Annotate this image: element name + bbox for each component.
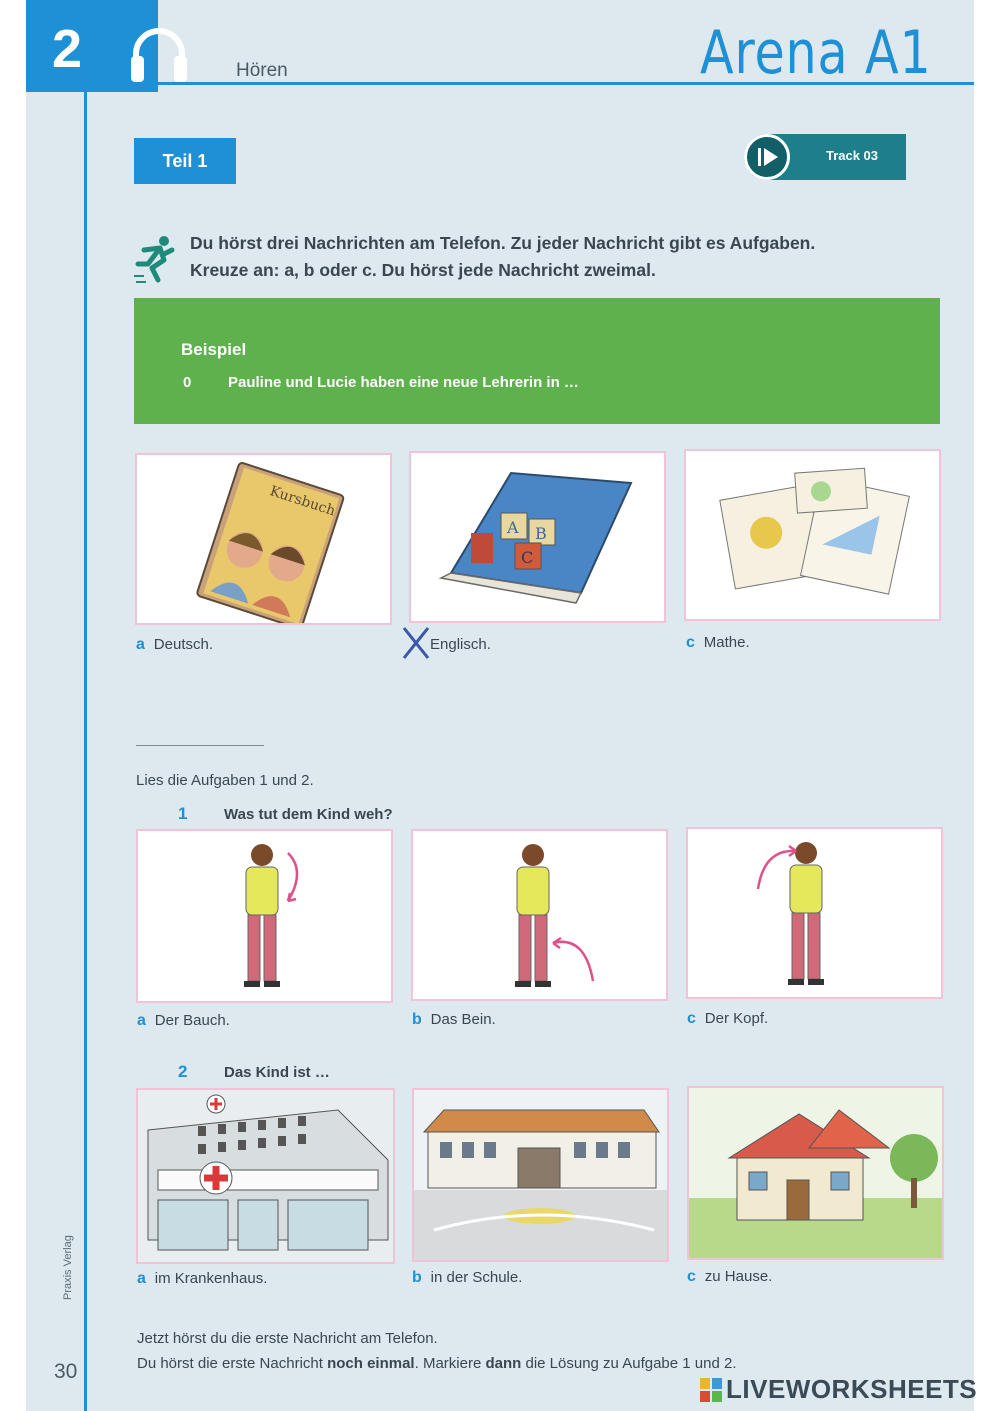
footer-line-2	[137, 1355, 737, 1372]
option-text: in der Schule.	[430, 1269, 523, 1286]
picture-head[interactable]	[686, 827, 943, 999]
question-1-number: 1	[178, 804, 188, 823]
checkmark-x-icon	[400, 624, 432, 667]
track-label: Track 03	[825, 148, 879, 163]
picture-kursbuch[interactable]	[135, 453, 392, 625]
example-option-a[interactable]	[136, 636, 213, 654]
read-tasks: Lies die Aufgaben 1 und 2.	[136, 772, 314, 789]
picture-belly[interactable]	[136, 829, 393, 1003]
footer-bold: dann	[485, 1355, 522, 1372]
picture-abc-book[interactable]	[409, 451, 666, 623]
option-letter: a	[137, 1012, 146, 1029]
option-text: Der Kopf.	[704, 1010, 769, 1027]
brand-title: Arena A1	[700, 18, 932, 88]
block-letter-c: C	[521, 548, 534, 567]
option-letter: b	[412, 1269, 422, 1286]
picture-school[interactable]	[412, 1088, 669, 1262]
page-number: 30	[54, 1360, 78, 1383]
option-text: Der Bauch.	[154, 1012, 230, 1029]
footer-text: . Markiere	[414, 1355, 486, 1372]
block-letter-b: B	[535, 524, 547, 543]
q2-option-b[interactable]	[412, 1269, 522, 1287]
example-option-b[interactable]	[430, 636, 491, 654]
footer-line-1: Jetzt hörst du die erste Nachricht am Telefon.	[137, 1330, 438, 1347]
part-label: Teil 1	[134, 138, 236, 184]
watermark: LIVEWORKSHEETS	[726, 1374, 978, 1404]
example-title: Beispiel	[181, 340, 247, 359]
q2-option-c[interactable]	[687, 1268, 772, 1286]
option-letter: b	[412, 1011, 422, 1028]
instruction	[190, 230, 930, 284]
headphones-icon	[128, 26, 190, 84]
question-1-text: Was tut dem Kind weh?	[224, 806, 393, 823]
option-letter: c	[686, 634, 695, 651]
option-text: Deutsch.	[153, 636, 213, 653]
picture-house[interactable]	[687, 1086, 944, 1260]
instruction-line-1: Du hörst drei Nachrichten am Telefon. Zu jeder Nachricht gibt es Aufgaben.	[190, 233, 816, 253]
q2-option-a[interactable]	[137, 1270, 267, 1288]
picture-leg[interactable]	[411, 829, 668, 1001]
option-letter: c	[687, 1268, 696, 1285]
block-letter-a: A	[507, 518, 519, 537]
option-letter: a	[136, 636, 145, 653]
q1-option-b[interactable]	[412, 1011, 496, 1029]
picture-hospital[interactable]	[136, 1088, 395, 1264]
option-text: Mathe.	[703, 634, 750, 651]
option-letter: c	[687, 1010, 696, 1027]
margin-rule	[84, 92, 87, 1411]
example-option-c[interactable]	[686, 634, 750, 652]
play-icon	[756, 145, 780, 169]
question-2-text: Das Kind ist …	[224, 1064, 330, 1081]
question-2-number: 2	[178, 1062, 188, 1081]
option-text: Das Bein.	[430, 1011, 496, 1028]
q1-option-a[interactable]	[137, 1012, 230, 1030]
option-text: zu Hause.	[704, 1268, 773, 1285]
footer-text: die Lösung zu Aufgabe 1 und 2.	[521, 1355, 737, 1372]
footer-text: Du hörst die erste Nachricht	[137, 1355, 328, 1372]
kursbuch-cover-text: Kursbuch	[267, 483, 338, 520]
instruction-line-2: Kreuze an: a, b oder c. Du hörst jede Nachricht zweimal.	[190, 260, 656, 280]
example-number: 0	[183, 374, 192, 391]
divider	[136, 745, 264, 746]
section-title: Hören	[236, 60, 288, 81]
runner-icon	[134, 234, 176, 286]
example-box	[134, 298, 940, 424]
q1-option-c[interactable]	[687, 1010, 768, 1028]
liveworksheets-logo-icon	[700, 1378, 722, 1402]
chapter-number: 2	[51, 19, 83, 79]
option-letter: a	[137, 1270, 146, 1287]
footer-bold: noch einmal	[327, 1355, 415, 1372]
publisher: Praxis Verlag	[62, 1235, 74, 1300]
option-text: im Krankenhaus.	[154, 1270, 268, 1287]
picture-math[interactable]	[684, 449, 941, 621]
example-question: Pauline und Lucie haben eine neue Lehrerin in …	[228, 374, 579, 391]
option-text: Englisch.	[430, 636, 491, 653]
